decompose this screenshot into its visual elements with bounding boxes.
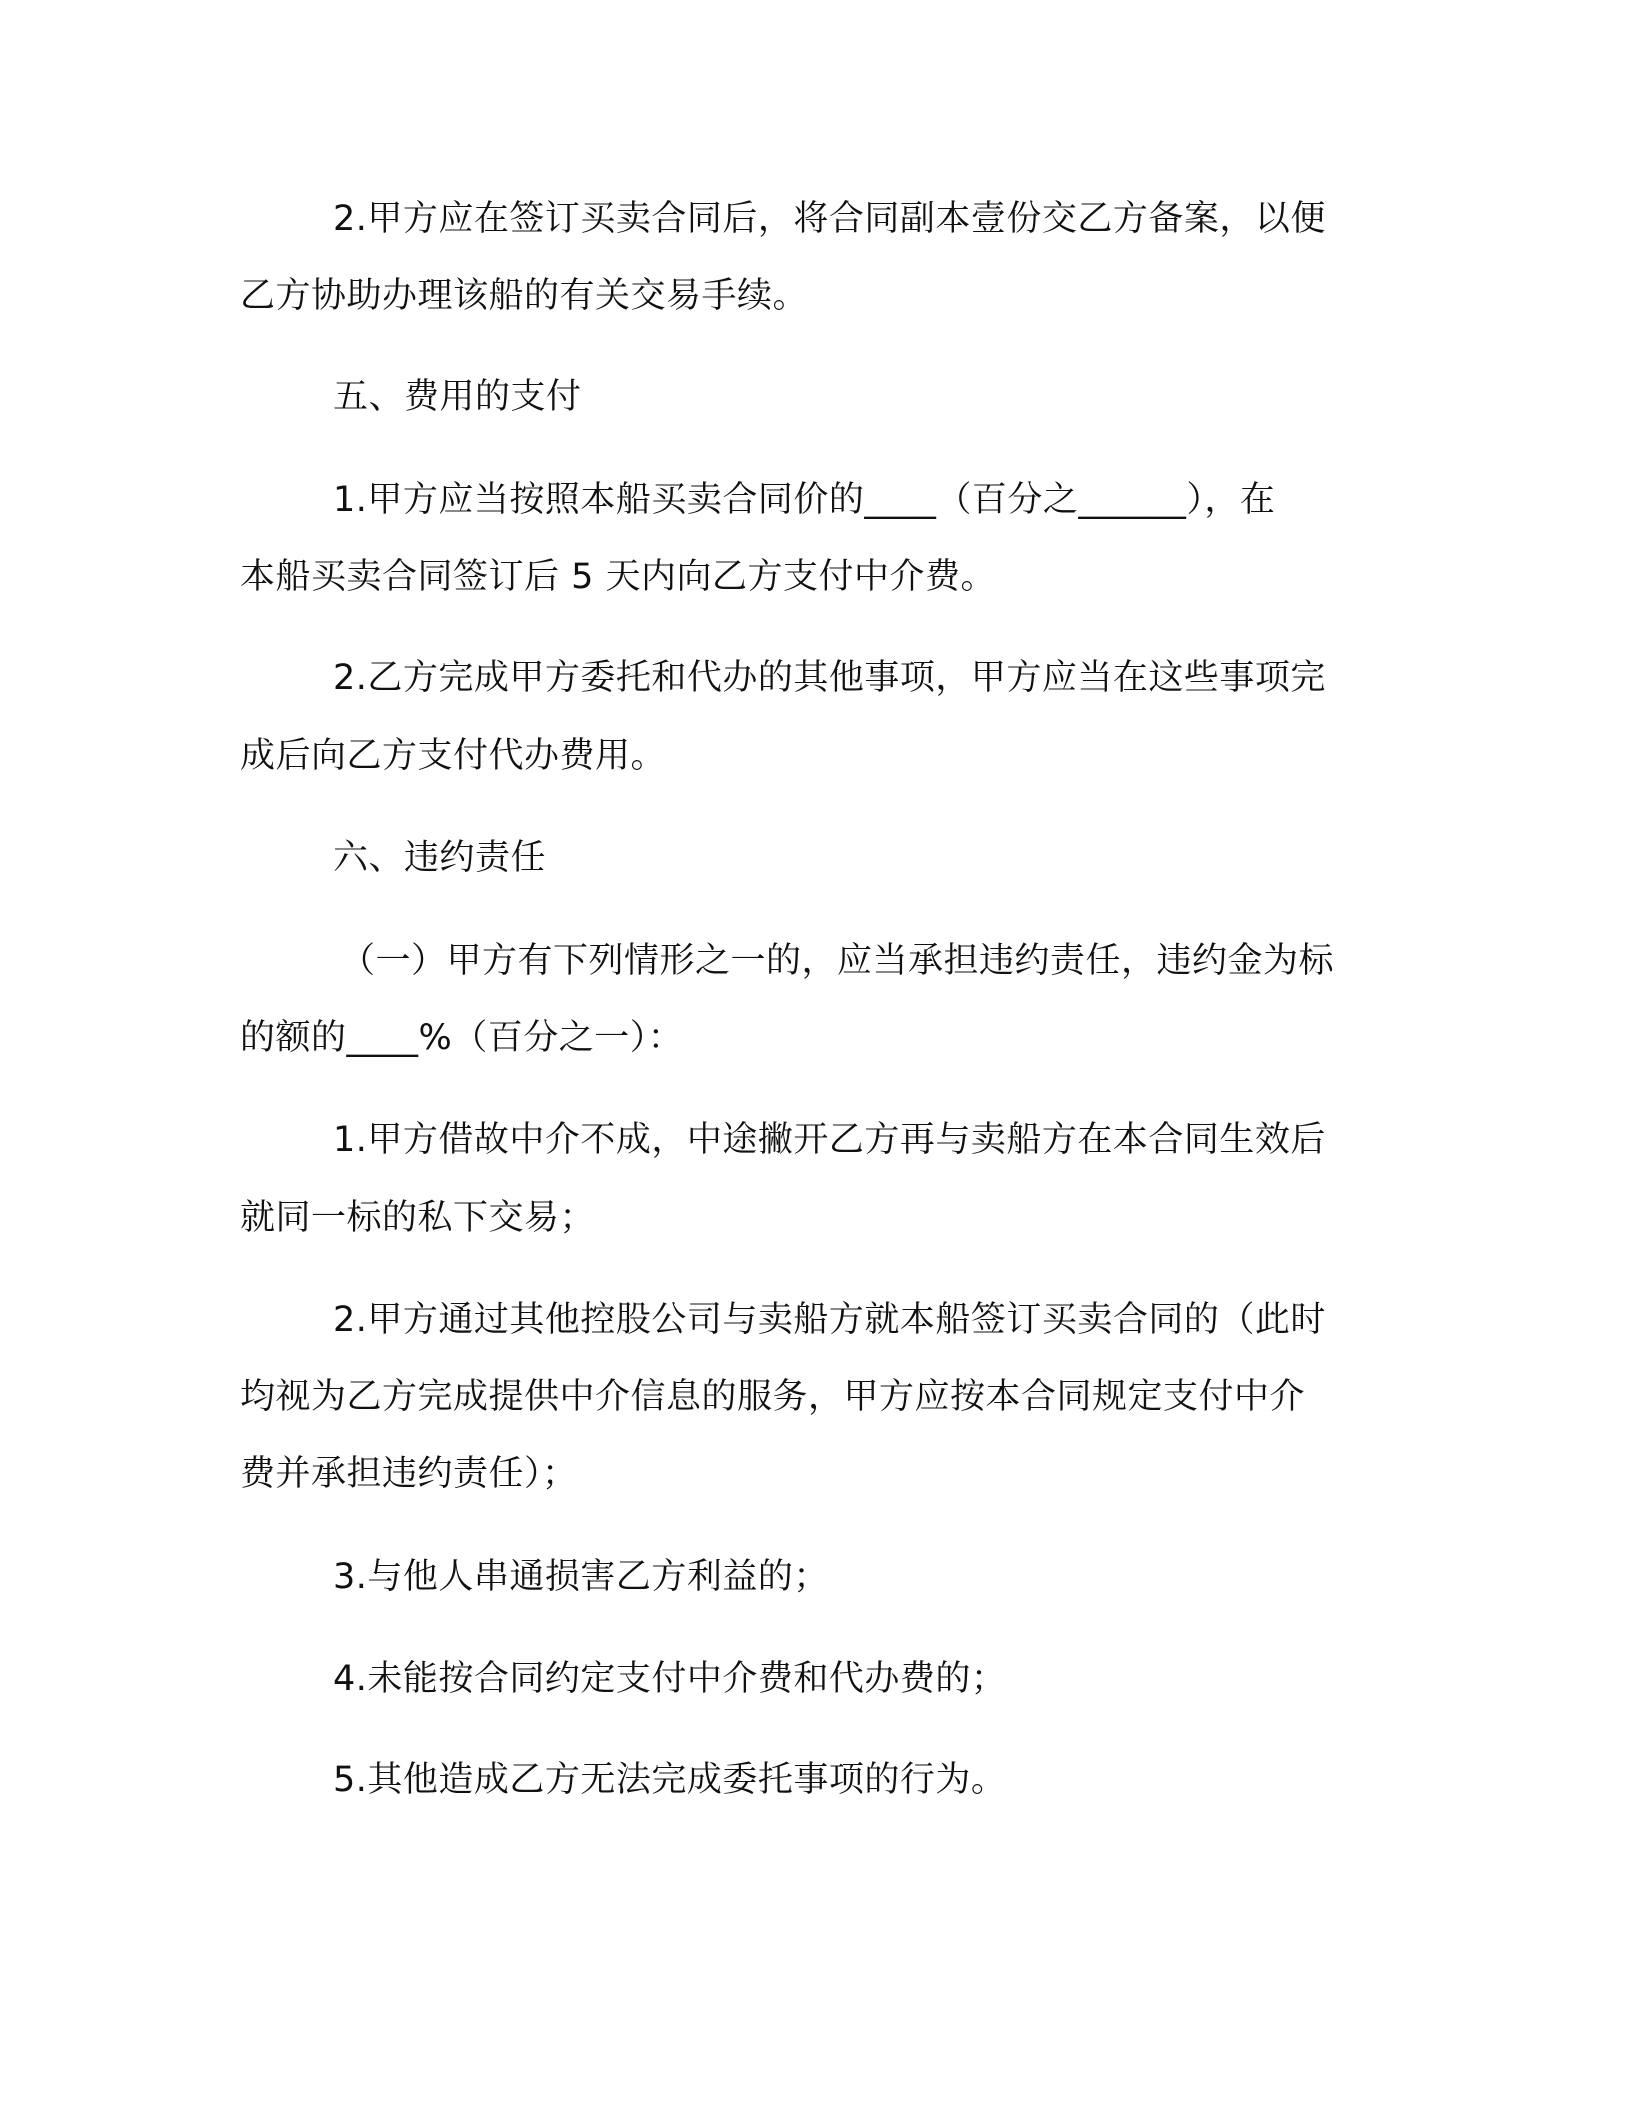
clause-6-1-4: 4.未能按合同约定支付中介费和代办费的； <box>333 1659 1007 1699</box>
clause-5-2-line-2: 成后向乙方支付代办费用。 <box>240 736 667 776</box>
clause-6-1-1-line-2: 就同一标的私下交易； <box>240 1198 596 1238</box>
clause-6-1-2-line-3: 费并承担违约责任）； <box>240 1454 578 1494</box>
clause-6-1-1-line-1: 1.甲方借故中介不成，中途撇开乙方再与卖船方在本合同生效后 <box>333 1120 1326 1160</box>
section-heading-5: 五、费用的支付 <box>333 377 582 417</box>
clause-4-2-line-1: 2.甲方应在签订买卖合同后，将合同副本壹份交乙方备案，以便 <box>333 199 1326 239</box>
clause-5-1-line-1: 1.甲方应当按照本船买卖合同价的____（百分之______），在 <box>333 480 1276 520</box>
clause-5-1-line-2: 本船买卖合同签订后 5 天内向乙方支付中介费。 <box>240 557 997 597</box>
clause-6-1-line-2: 的额的____%（百分之一）： <box>240 1018 684 1058</box>
clause-6-1-2-line-2: 均视为乙方完成提供中介信息的服务，甲方应按本合同规定支付中介 <box>240 1377 1306 1417</box>
section-heading-6: 六、违约责任 <box>333 838 547 878</box>
clause-6-1-5: 5.其他造成乙方无法完成委托事项的行为。 <box>333 1760 1007 1800</box>
clause-4-2-line-2: 乙方协助办理该船的有关交易手续。 <box>240 276 809 316</box>
clause-6-1-3: 3.与他人串通损害乙方利益的； <box>333 1557 829 1597</box>
clause-5-2-line-1: 2.乙方完成甲方委托和代办的其他事项，甲方应当在这些事项完 <box>333 658 1326 698</box>
clause-6-1-2-line-1: 2.甲方通过其他控股公司与卖船方就本船签订买卖合同的（此时 <box>333 1300 1326 1340</box>
clause-6-1-line-1: （一）甲方有下列情形之一的，应当承担违约责任，违约金为标 <box>340 941 1335 981</box>
